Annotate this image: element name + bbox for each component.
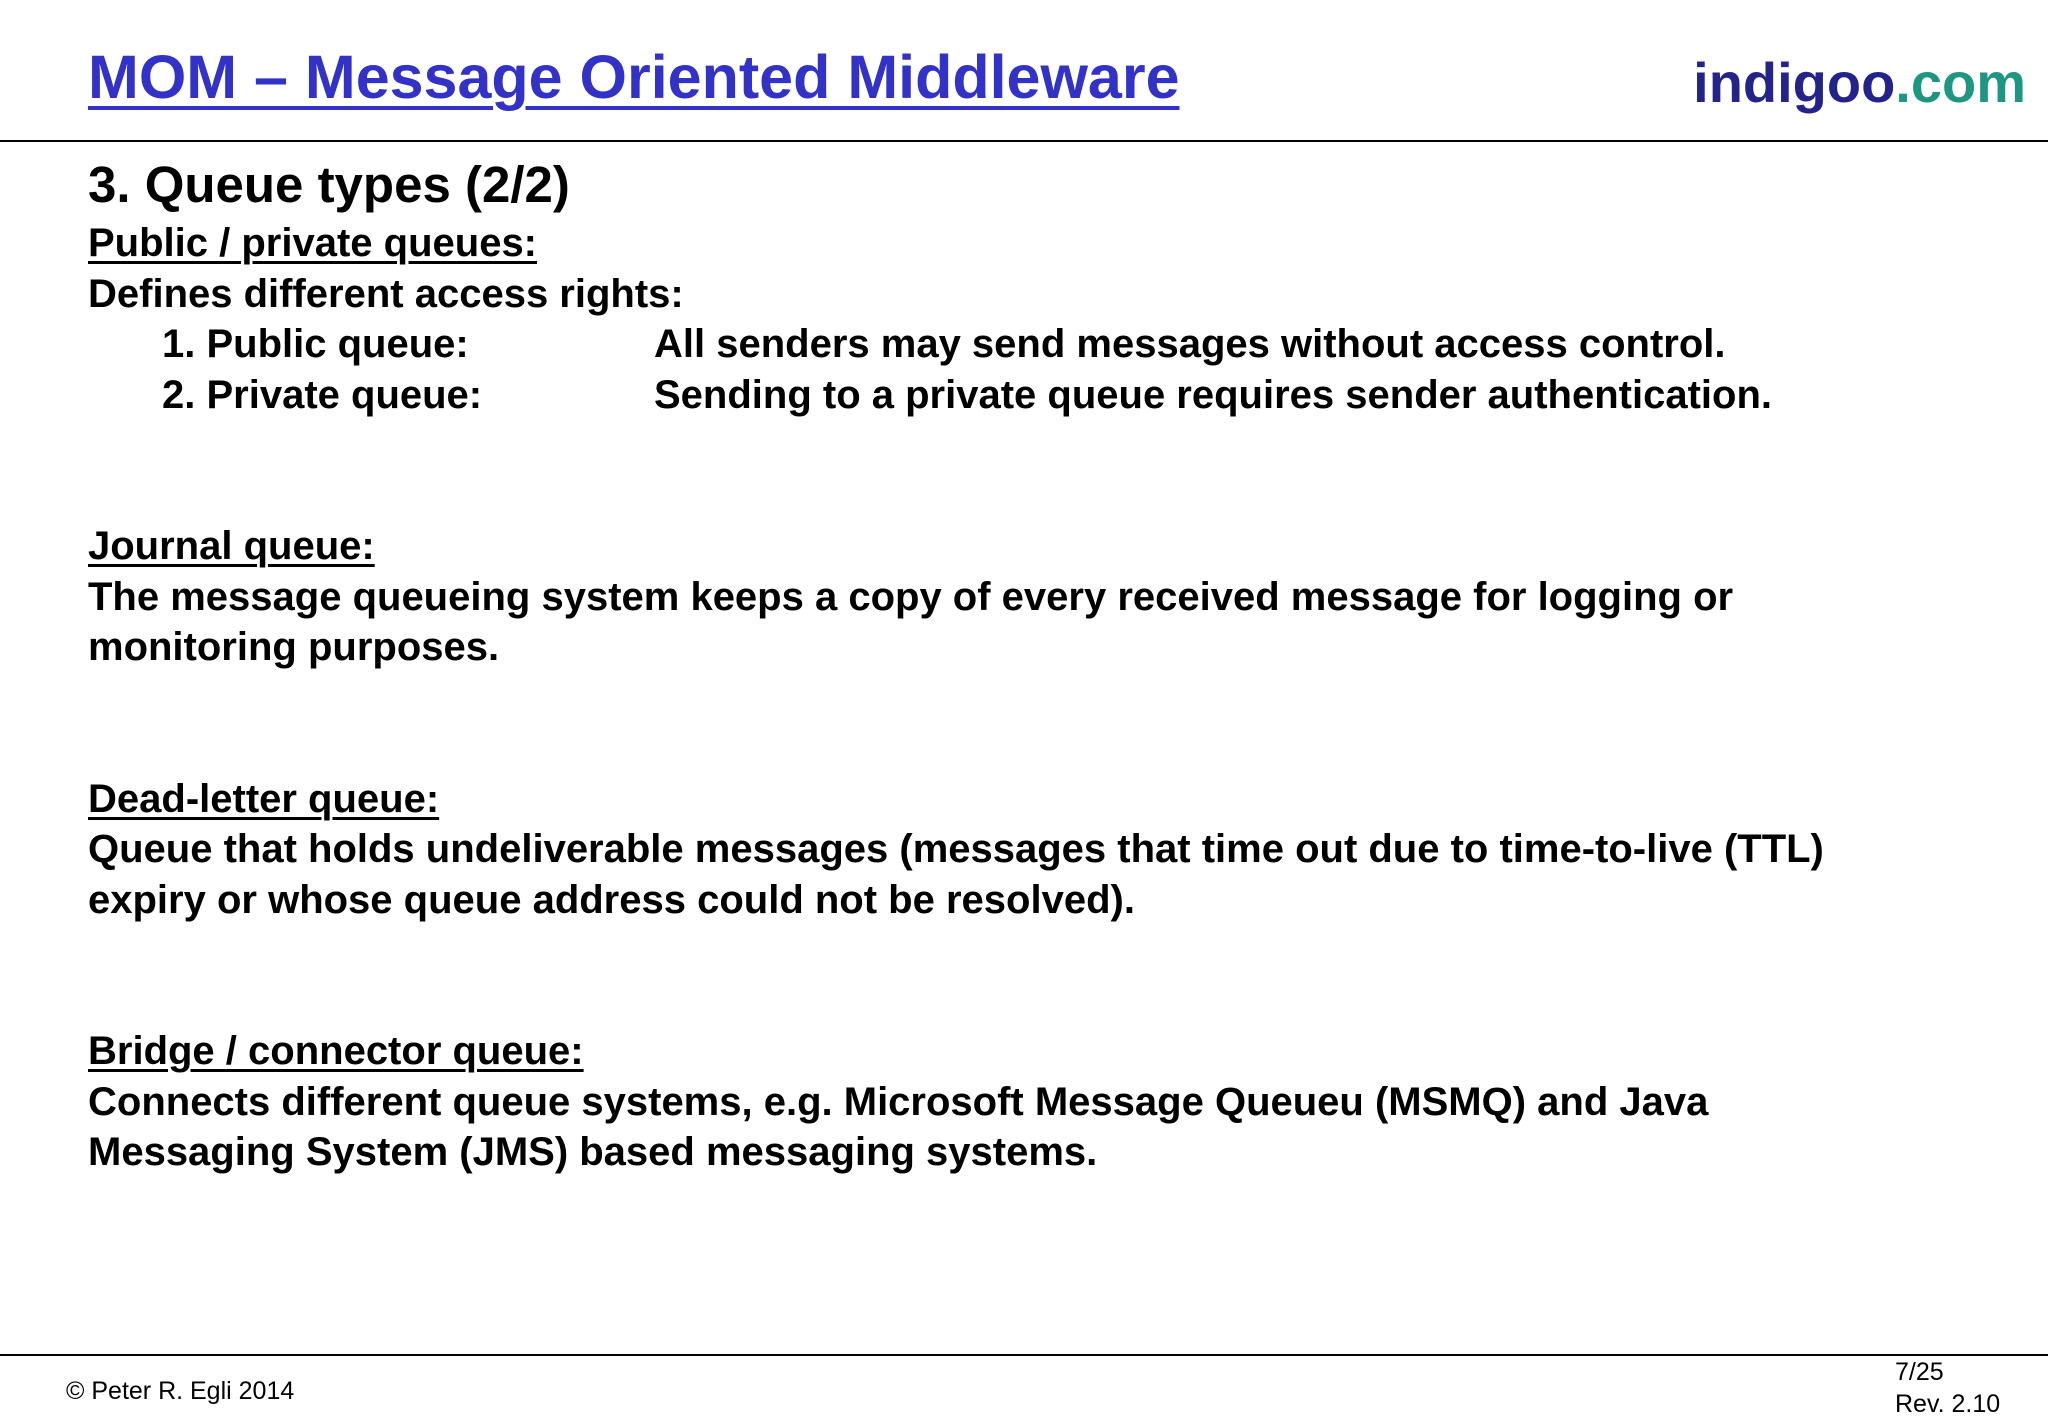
spacer bbox=[88, 673, 2018, 774]
journal-line: monitoring purposes. bbox=[88, 625, 500, 669]
list-item-text: All senders may send messages without access control. bbox=[654, 322, 1726, 366]
list-item-label: 1. Public queue: bbox=[162, 322, 469, 366]
footer-copyright: © Peter R. Egli 2014 bbox=[66, 1377, 295, 1405]
brand-logo bbox=[1693, 52, 2026, 114]
slide-title: MOM – Message Oriented Middleware bbox=[88, 43, 1180, 111]
public-private-heading: Public / private queues: bbox=[88, 221, 538, 265]
dead-letter-heading: Dead-letter queue: bbox=[88, 776, 440, 821]
bridge-line: Messaging System (JMS) based messaging systems. bbox=[88, 1130, 1098, 1174]
dead-letter-section bbox=[88, 774, 2018, 926]
journal-section bbox=[88, 521, 2018, 673]
footer-divider bbox=[0, 1354, 2048, 1356]
brand-domain: .com bbox=[1895, 51, 2026, 114]
spacer bbox=[88, 420, 2018, 521]
list-item-label: 2. Private queue: bbox=[162, 372, 483, 417]
list-item bbox=[88, 370, 2018, 421]
header-divider bbox=[0, 140, 2048, 142]
revision-label: Rev. 2.10 bbox=[1895, 1390, 2001, 1418]
list-item-text: Sending to a private queue requires sender authentication. bbox=[654, 372, 1773, 417]
journal-line: The message queueing system keeps a copy of every received message for logging or bbox=[88, 574, 1734, 619]
journal-heading: Journal queue: bbox=[88, 524, 375, 568]
dead-letter-line: Queue that holds undeliverable messages (messages that time out due to time-to-live (TTL) bbox=[88, 827, 1824, 871]
spacer bbox=[88, 925, 2018, 1026]
public-private-intro: Defines different access rights: bbox=[88, 271, 684, 316]
list-item bbox=[88, 319, 2018, 370]
bridge-line: Connects different queue systems, e.g. Microsoft Message Queueu (MSMQ) and Java bbox=[88, 1079, 1709, 1124]
public-private-section bbox=[88, 218, 2018, 420]
brand-name: indigoo bbox=[1693, 51, 1896, 114]
page-number: 7/25 bbox=[1895, 1358, 1944, 1386]
dead-letter-line: expiry or whose queue address could not be resolved). bbox=[88, 877, 1135, 922]
bridge-heading: Bridge / connector queue: bbox=[88, 1029, 584, 1073]
bridge-section bbox=[88, 1026, 2018, 1178]
slide-content bbox=[88, 152, 2018, 1178]
footer-page-info bbox=[1895, 1356, 2000, 1420]
section-title: 3. Queue types (2/2) bbox=[88, 156, 570, 213]
